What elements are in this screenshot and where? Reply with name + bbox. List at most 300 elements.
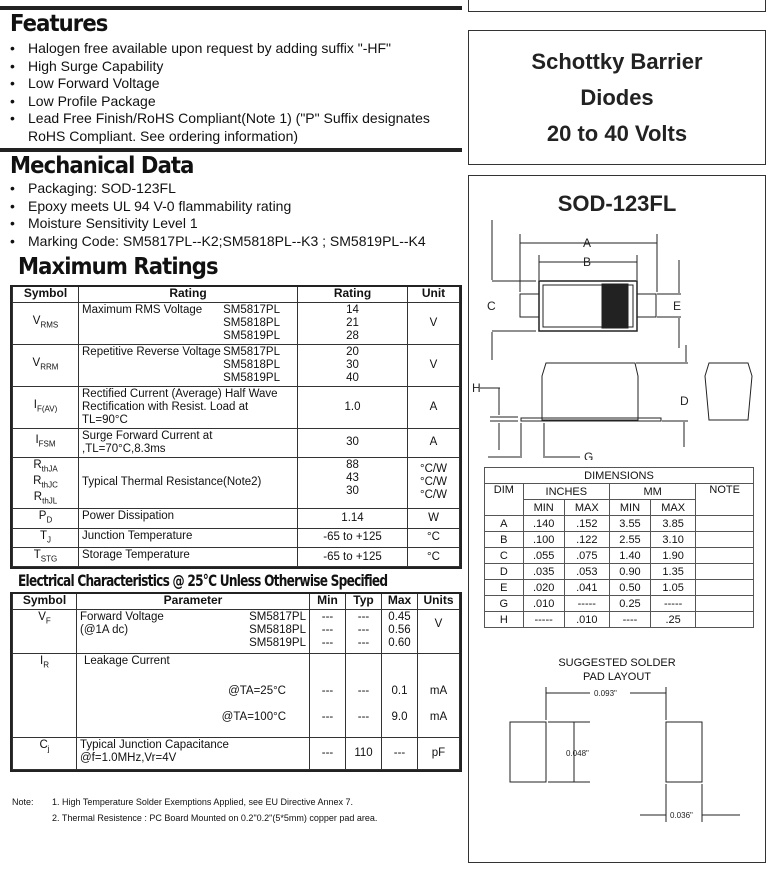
description	[82, 346, 221, 385]
cell: .055	[523, 548, 564, 564]
part-numbers-line: SM5817PL	[223, 303, 280, 316]
list-item: • Low Forward Voltage	[0, 75, 462, 93]
desc-with-parts	[82, 346, 294, 385]
divider	[0, 148, 462, 152]
rating-description	[79, 344, 298, 386]
parameter	[80, 611, 164, 650]
part-numbers-line: SM5817PL	[249, 610, 306, 623]
column-header: Rating	[298, 287, 408, 302]
cell: 1.90	[650, 548, 695, 564]
table-row	[13, 653, 460, 737]
dim-label-e: E	[673, 299, 682, 313]
symbol-line	[16, 399, 75, 415]
column-subheader: MIN	[523, 500, 564, 516]
symbol	[33, 491, 58, 506]
table-row	[485, 532, 754, 548]
desc-with-parts	[82, 304, 294, 343]
rating-description	[79, 509, 298, 528]
note-cell	[696, 532, 754, 548]
table-row	[13, 457, 460, 509]
part-numbers-line: SM5818PL	[249, 623, 306, 636]
parameter	[80, 655, 306, 668]
rating-value-cell	[298, 547, 408, 566]
min-cell	[310, 609, 346, 653]
min-value: ---	[321, 746, 334, 759]
typ-cell	[346, 609, 382, 653]
symbol	[40, 655, 49, 667]
unit-line: °C	[427, 550, 440, 563]
solder-height-label: 0.048"	[566, 749, 589, 758]
symbol-main: T	[33, 548, 41, 561]
note-cell	[696, 516, 754, 532]
cell: 3.55	[610, 516, 651, 532]
symbol-sub: RRM	[40, 362, 59, 372]
rating-description	[79, 302, 298, 344]
units-cell	[418, 653, 460, 737]
table-row	[13, 344, 460, 386]
cell: .122	[564, 532, 609, 548]
dim-label-c: C	[487, 299, 496, 313]
symbol-cell	[13, 609, 77, 653]
symbol-line	[16, 549, 75, 565]
rating-value-cell	[298, 302, 408, 344]
symbol-sub: FSM	[38, 439, 56, 449]
list-item: • Moisture Sensitivity Level 1	[0, 215, 462, 233]
max-value: ---	[393, 746, 406, 759]
package-outline-drawing	[470, 220, 770, 460]
typ-value: ---	[357, 710, 370, 723]
notes	[12, 794, 378, 823]
typ-value: ---	[357, 610, 370, 623]
symbol-main: C	[39, 738, 48, 751]
symbol-sub: D	[46, 515, 53, 525]
column-header: Unit	[408, 287, 460, 302]
list-item: • Halogen free available upon request by adding suffix "-HF"	[0, 40, 462, 58]
rating-value-cell	[298, 528, 408, 547]
table-row	[13, 609, 460, 653]
symbol-main: P	[38, 510, 47, 523]
rating-value	[301, 304, 404, 343]
max-ratings-heading: Maximum Ratings	[18, 254, 218, 280]
rating-value-line: 30	[346, 436, 359, 448]
symbol-main: V	[32, 314, 41, 327]
rating-value-line: 21	[346, 316, 359, 329]
typ-value: ---	[357, 636, 370, 649]
cell: 1.40	[610, 548, 651, 564]
cell: B	[485, 532, 524, 548]
unit-line: A	[429, 436, 438, 448]
symbol-line	[16, 434, 75, 450]
min-value: ---	[321, 684, 334, 697]
min-cell	[310, 737, 346, 769]
unit	[411, 551, 456, 564]
symbol	[40, 530, 51, 542]
description	[82, 304, 202, 343]
rating-value-line: 1.14	[341, 512, 364, 525]
unit	[411, 317, 456, 330]
symbol-main: R	[33, 458, 42, 471]
cell: .25	[650, 612, 695, 628]
rating-value-line: -65 to +125	[323, 531, 382, 544]
min-value: ---	[321, 623, 334, 636]
rating-value	[301, 551, 404, 564]
symbol-main: I	[33, 398, 37, 411]
rating-value-line: 40	[346, 371, 359, 384]
description	[82, 549, 294, 562]
symbol	[39, 739, 49, 751]
list-item: • Packaging: SOD-123FL	[0, 180, 462, 198]
parameter-cell	[77, 609, 310, 653]
part-numbers	[249, 611, 306, 650]
dim-label-d: D	[680, 394, 689, 408]
symbol-main: V	[32, 356, 41, 369]
symbol	[33, 459, 57, 471]
column-subheader: MAX	[650, 500, 695, 516]
rating-value-line: 88	[346, 458, 359, 471]
parameter-cell	[77, 653, 310, 737]
electrical-table	[10, 592, 462, 772]
title-line-3: 20 to 40 Volts	[546, 121, 688, 146]
max-ratings-table	[10, 285, 462, 569]
title-box	[468, 30, 766, 165]
rating-value	[301, 531, 404, 544]
solder-width-label: 0.093"	[594, 689, 617, 698]
unit	[411, 512, 456, 525]
table-row	[13, 302, 460, 344]
note-1: 1. High Temperature Solder Exemptions Applied, see EU Directive Annex 7.	[52, 797, 353, 807]
unit-line: °C/W	[420, 476, 447, 489]
description	[82, 530, 294, 543]
cell: E	[485, 580, 524, 596]
rating-value-line: 30	[346, 358, 359, 371]
symbol-line	[16, 315, 75, 331]
solder-pad-label: 0.036"	[670, 811, 693, 820]
cell: G	[485, 596, 524, 612]
title-line-1: Schottky Barrier	[531, 49, 703, 74]
column-header: Typ	[346, 594, 382, 609]
parameter-cell	[77, 737, 310, 769]
symbol-main: I	[35, 434, 39, 447]
symbol-cell	[13, 528, 79, 547]
symbol-line	[16, 459, 75, 475]
column-header: INCHES	[523, 484, 609, 500]
symbol-cell	[13, 386, 79, 428]
note-cell	[696, 580, 754, 596]
description-line: Rectified Current (Average) Half Wave	[82, 387, 278, 400]
table-row	[485, 580, 754, 596]
rating-value	[301, 436, 404, 449]
unit	[411, 436, 456, 449]
description-line: TL=90°C	[82, 413, 128, 426]
rating-description	[79, 547, 298, 566]
dimensions-header-row	[485, 484, 754, 500]
description-line: Junction Temperature	[82, 529, 193, 542]
unit-cell	[408, 528, 460, 547]
unit	[411, 359, 456, 372]
note-cell	[696, 548, 754, 564]
symbol-line	[16, 530, 75, 546]
min-cell	[310, 653, 346, 737]
desc-with-parts	[80, 611, 306, 650]
description	[82, 388, 294, 427]
column-subheader: MIN	[610, 500, 651, 516]
dim-label-h: H	[472, 381, 481, 395]
cell: 3.10	[650, 532, 695, 548]
column-header: Symbol	[13, 287, 79, 302]
symbol-sub: F(AV)	[36, 404, 58, 414]
symbol-line	[16, 475, 75, 491]
unit: mA	[429, 684, 448, 697]
list-item: • Epoxy meets UL 94 V-0 flammability rating	[0, 198, 462, 216]
description	[82, 430, 294, 456]
symbol	[32, 356, 59, 372]
unit: pF	[431, 746, 446, 759]
cell: .152	[564, 516, 609, 532]
symbol	[33, 474, 58, 490]
title-line-2: Diodes	[580, 85, 654, 110]
solder-title	[468, 656, 766, 684]
description	[82, 476, 294, 489]
column-header: MM	[610, 484, 696, 500]
divider	[0, 6, 462, 10]
parameter-line: @f=1.0MHz,Vr=4V	[80, 751, 177, 764]
cell: ----	[610, 612, 651, 628]
table-row	[485, 564, 754, 580]
column-header: NOTE	[696, 484, 754, 516]
cell: 2.55	[610, 532, 651, 548]
note-cell	[696, 564, 754, 580]
rating-value-cell	[298, 457, 408, 509]
symbol-cell	[13, 344, 79, 386]
symbol-main: V	[38, 610, 46, 623]
unit	[411, 401, 456, 414]
part-numbers	[223, 304, 294, 343]
table-row	[485, 548, 754, 564]
typ-cell	[346, 653, 382, 737]
typ-value: ---	[357, 684, 370, 697]
note-cell	[696, 612, 754, 628]
unit-cell	[408, 386, 460, 428]
rating-value-line: 14	[346, 303, 359, 316]
condition: @TA=25°C	[228, 684, 286, 697]
solder-pad-drawing	[480, 682, 760, 832]
note-cell	[696, 596, 754, 612]
rating-value	[301, 401, 404, 414]
table-row	[485, 612, 754, 628]
max-value: 0.60	[388, 636, 411, 649]
symbol-sub: R	[43, 659, 49, 669]
rating-description	[79, 457, 298, 509]
part-numbers	[223, 346, 294, 385]
part-numbers-line: SM5819PL	[249, 636, 306, 649]
list-item: • Lead Free Finish/RoHS Compliant(Note 1) ("P" Suffix designates RoHS Compliant. See ordering information)	[0, 110, 462, 145]
table-row	[485, 516, 754, 532]
description-line: Surge Forward Current at ,TL=70°C,8.3ms	[82, 429, 213, 455]
max-value: 0.1	[391, 684, 408, 697]
symbol	[32, 314, 59, 330]
rating-value-cell	[298, 386, 408, 428]
unit-cell	[408, 457, 460, 509]
min-value: ---	[321, 636, 334, 649]
cell: D	[485, 564, 524, 580]
cell: 1.35	[650, 564, 695, 580]
rating-value	[301, 346, 404, 385]
units-cell	[418, 737, 460, 769]
cell: H	[485, 612, 524, 628]
cell: .035	[523, 564, 564, 580]
typ-cell	[346, 737, 382, 769]
rating-value-cell	[298, 428, 408, 457]
part-numbers-line: SM5817PL	[223, 345, 280, 358]
solder-title-1: SUGGESTED SOLDER	[558, 657, 676, 669]
cell: .010	[523, 596, 564, 612]
symbol-cell	[13, 428, 79, 457]
list-item: • High Surge Capability	[0, 58, 462, 76]
description-line: Repetitive Reverse Voltage	[82, 345, 221, 358]
dim-label-g: G	[584, 450, 594, 460]
symbol-sub: STG	[40, 554, 58, 564]
condition: @TA=100°C	[221, 710, 286, 723]
symbol-main: R	[33, 474, 42, 487]
cell: .075	[564, 548, 609, 564]
symbol-sub: thJL	[42, 496, 58, 506]
max-cell	[382, 737, 418, 769]
symbol-main: I	[40, 654, 44, 667]
parameter-line: Forward Voltage	[80, 610, 164, 623]
cell: 0.25	[610, 596, 651, 612]
cell: 0.90	[610, 564, 651, 580]
table-row	[13, 547, 460, 566]
symbol-sub: RMS	[40, 320, 59, 330]
max-value: 0.45	[388, 610, 411, 623]
part-numbers-line: SM5818PL	[223, 358, 280, 371]
unit-line: °C/W	[420, 463, 447, 476]
parameter-line: Typical Junction Capacitance	[80, 738, 229, 751]
column-header: DIM	[485, 484, 524, 516]
unit-line: V	[429, 358, 438, 371]
max-value: 9.0	[391, 710, 408, 723]
cell: -----	[650, 596, 695, 612]
rating-value-cell	[298, 509, 408, 528]
symbol-line	[16, 357, 75, 373]
table-row	[13, 386, 460, 428]
rating-value-line: 20	[346, 345, 359, 358]
symbol-cell	[13, 302, 79, 344]
electrical-heading: Electrical Characteristics @ 25°C Unless Otherwise Specified	[18, 571, 388, 590]
symbol-sub: J	[47, 534, 52, 544]
parameter-line: Leakage Current	[84, 654, 170, 667]
rating-value-line: 43	[346, 471, 359, 484]
list-item: • Marking Code: SM5817PL--K2;SM5818PL--K3 ; SM5819PL--K4	[0, 233, 462, 251]
symbol-cell	[13, 457, 79, 509]
description-line: Maximum RMS Voltage	[82, 303, 203, 316]
mechanical-list	[0, 180, 462, 250]
table-row	[485, 596, 754, 612]
cell: .140	[523, 516, 564, 532]
description-line: Storage Temperature	[82, 548, 190, 561]
symbol-line	[16, 510, 75, 526]
cell: .020	[523, 580, 564, 596]
column-header: Parameter	[77, 594, 310, 609]
symbol-cell	[13, 509, 79, 528]
features-heading: Features	[10, 11, 108, 37]
part-numbers-line: SM5819PL	[223, 329, 280, 342]
cell: 1.05	[650, 580, 695, 596]
side-view	[480, 345, 752, 458]
top-box	[468, 0, 766, 12]
symbol-main: R	[33, 491, 43, 504]
cell: -----	[564, 596, 609, 612]
unit-cell	[408, 344, 460, 386]
features-list	[0, 40, 462, 145]
unit	[411, 463, 456, 502]
min-value: ---	[321, 710, 334, 723]
notes-label: Note:	[12, 797, 34, 807]
column-header: Symbol	[13, 594, 77, 609]
symbol-cell	[13, 653, 77, 737]
cell: 0.50	[610, 580, 651, 596]
rating-description	[79, 528, 298, 547]
unit-line: W	[428, 512, 439, 525]
unit-line: A	[429, 400, 438, 413]
cell: C	[485, 548, 524, 564]
description-line: Power Dissipation	[82, 510, 175, 523]
cell: A	[485, 516, 524, 532]
dim-label-a: A	[583, 236, 592, 250]
symbol	[33, 398, 58, 414]
note-2: 2. Thermal Resistence : PC Board Mounted on 0.2"0.2"(5*5mm) copper pad area.	[52, 813, 378, 823]
rating-value-line: 1.0	[344, 400, 361, 413]
cell: .010	[564, 612, 609, 628]
mechanical-heading: Mechanical Data	[10, 153, 194, 179]
typ-value: 110	[354, 746, 373, 759]
cell: -----	[523, 612, 564, 628]
symbol	[33, 548, 58, 564]
rating-description	[79, 428, 298, 457]
max-cell	[382, 609, 418, 653]
rating-value	[301, 512, 404, 525]
unit	[411, 531, 456, 544]
unit: V	[434, 617, 443, 630]
cell: .041	[564, 580, 609, 596]
description	[82, 510, 294, 523]
unit-line: V	[429, 316, 438, 329]
symbol-sub: thJA	[41, 463, 58, 473]
table-row	[13, 428, 460, 457]
cell: .053	[564, 564, 609, 580]
unit-cell	[408, 302, 460, 344]
max-value: 0.56	[388, 623, 411, 636]
column-header: Units	[418, 594, 460, 609]
rating-value-line: 30	[346, 484, 359, 497]
rating-value	[301, 459, 404, 498]
parameter-line: (@1A dc)	[80, 623, 129, 636]
typ-value: ---	[357, 623, 370, 636]
package-name: SOD-123FL	[557, 191, 677, 216]
part-numbers-line: SM5818PL	[223, 316, 280, 329]
dim-label-b: B	[583, 255, 592, 269]
symbol	[38, 611, 51, 623]
symbol-sub: j	[47, 743, 50, 753]
symbol-sub: F	[45, 615, 51, 625]
unit: mA	[429, 710, 448, 723]
rating-value-line: -65 to +125	[323, 550, 382, 563]
symbol	[35, 434, 56, 449]
column-header: Rating	[79, 287, 298, 302]
column-header: Min	[310, 594, 346, 609]
rating-description	[79, 386, 298, 428]
unit-line: °C	[427, 531, 440, 544]
